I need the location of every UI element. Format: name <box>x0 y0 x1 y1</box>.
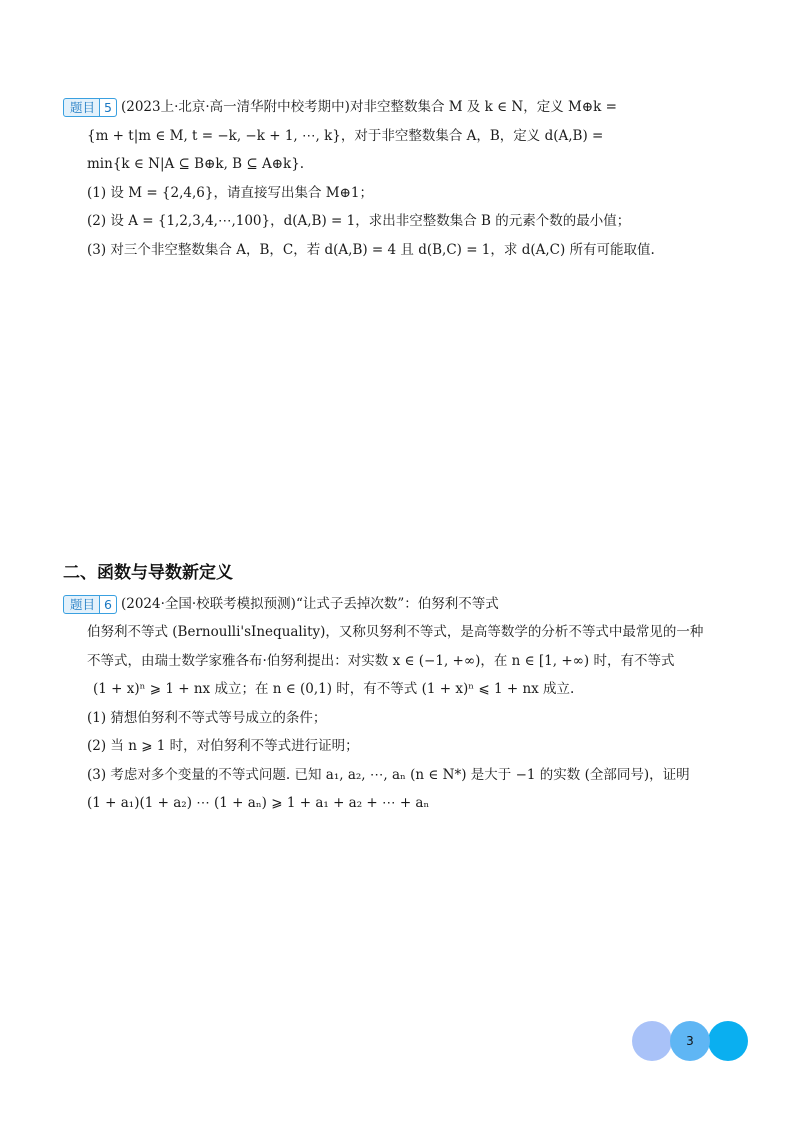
problem6-line2: 伯努利不等式 (Bernoulli'sInequality)，又称贝努利不等式，是高等数学的分析不等式中最常见的一种 <box>87 624 704 640</box>
problem6-header <box>63 595 499 614</box>
problem6-question3: (3) 考虑对多个变量的不等式问题. 已知 a₁, a₂, ⋯, aₙ (n ∈ N*) 是大于 −1 的实数 (全部同号)，证明 <box>87 767 690 783</box>
problem5-line3: min{k ∈ N|A ⊆ B⊕k, B ⊆ A⊕k}. <box>87 156 305 172</box>
problem6-line3: 不等式，由瑞士数学家雅各布·伯努利提出：对实数 x ∈ (−1, +∞)，在 n ∈ [1, +∞) 时，有不等式 <box>87 653 675 669</box>
problem5-question1: (1) 设 M = {2,4,6}，请直接写出集合 M⊕1； <box>87 185 373 201</box>
problem5-line1: 对非空整数集合 M 及 k ∈ N，定义 M⊕k = <box>349 99 617 115</box>
section-title: 二、函数与导数新定义 <box>63 563 233 583</box>
problem6-line1: “让式子丢掉次数”：伯努利不等式 <box>295 596 499 612</box>
problem5-badge: 题目 5 <box>63 98 117 117</box>
problem5-header <box>63 98 617 117</box>
problem5-question3: (3) 对三个非空整数集合 A，B，C，若 d(A,B) = 4 且 d(B,C) = 1，求 d(A,C) 所有可能取值. <box>87 242 655 258</box>
problem6-badge: 题目 6 <box>63 595 117 614</box>
problem6-question1: (1) 猜想伯努利不等式等号成立的条件； <box>87 710 327 726</box>
page-number: 3 <box>686 1034 694 1048</box>
problem6-source: (2024·全国·校联考模拟预测) <box>120 596 296 612</box>
page-number-badge <box>632 1021 748 1061</box>
problem6-question2: (2) 当 n ⩾ 1 时，对伯努利不等式进行证明； <box>87 738 359 754</box>
page-circle-left <box>632 1021 672 1061</box>
problem5-source: (2023上·北京·高一清华附中校考期中) <box>120 99 350 115</box>
problem6-line4: (1 + x)ⁿ ⩾ 1 + nx 成立；在 n ∈ (0,1) 时，有不等式 (1 + x)ⁿ ⩽ 1 + nx 成立. <box>93 681 575 697</box>
problem5-question2: (2) 设 A = {1,2,3,4,⋯,100}，d(A,B) = 1，求出非空整数集合 B 的元素个数的最小值； <box>87 213 631 229</box>
problem5-line2: {m + t|m ∈ M, t = −k, −k + 1, ⋯, k}，对于非空整数集合 A，B，定义 d(A,B) = <box>87 128 604 144</box>
page-circle-right <box>708 1021 748 1061</box>
problem6-question3-formula: (1 + a₁)(1 + a₂) ⋯ (1 + aₙ) ⩾ 1 + a₁ + a₂ + ⋯ + aₙ <box>87 795 430 811</box>
